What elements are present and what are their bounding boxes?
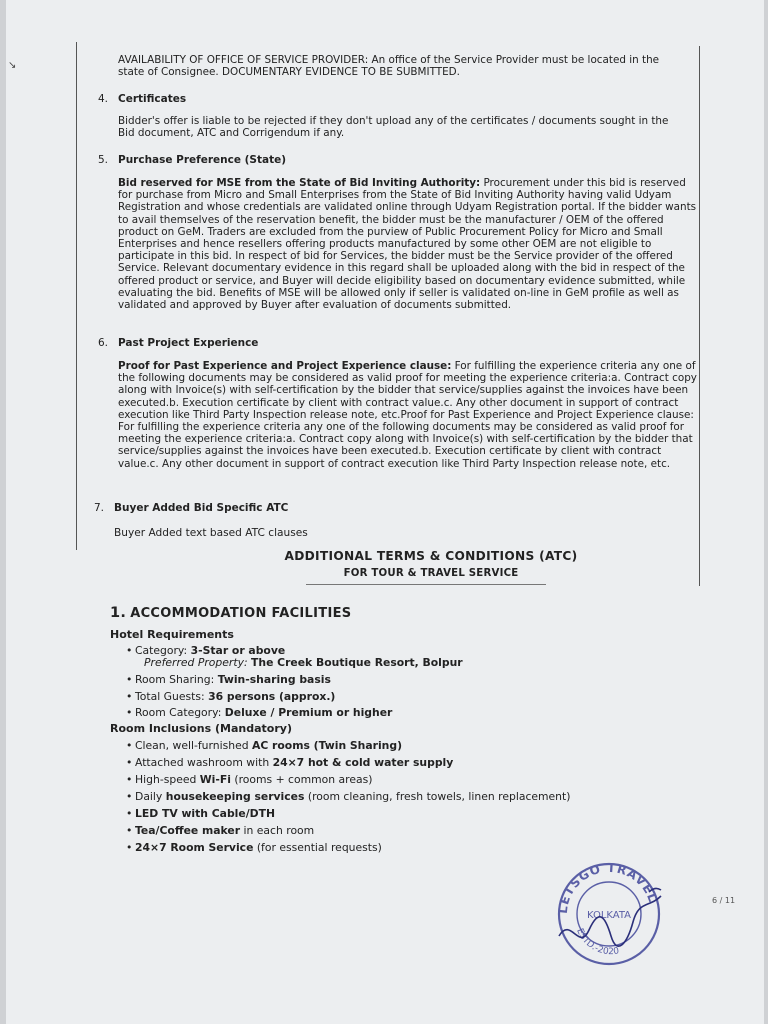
section-6-text: For fulfilling the experience criteria any one of the following documents may be considered as valid proof for meeting the experience criteria:a. Contract copy along with Invoice(s) with self-certification by the bidder that service/supplies against the invoices have been executed.b. Execution certificate by client with contract value.c. Any other document in support of contract execution like Third Party Inspection release note, etc.Proof for Past Experience and Project Experience clause: For fulfilling the experience criteria any one of the following documents may be considered as valid proof for meeting the experience criteria:a. Contract copy along with Invoice(s) with self-certification by the bidder that service/supplies against the invoices have been executed.b. Execution certificate by client with contract value.c. Any other document in support of contract execution like Third Party Inspection release note, etc.	[118, 360, 697, 470]
section-4-number: 4.	[98, 93, 109, 105]
item-bold: 24×7 Room Service	[135, 841, 254, 854]
item-text: (rooms + common areas)	[230, 773, 373, 786]
item-text: (for essential requests)	[253, 841, 382, 854]
section-6-body	[118, 360, 700, 470]
item-text: High-speed	[135, 773, 200, 786]
stamp-top-text: LETSGO TRAVEL	[555, 860, 661, 915]
item-value: 3-Star or above	[190, 644, 286, 657]
atc-divider	[306, 584, 546, 585]
section-5-title: Purchase Preference (State)	[118, 154, 287, 166]
item-bold: AC rooms (Twin Sharing)	[252, 739, 403, 752]
hotel-item-total-guests: • Total Guests: 36 persons (approx.)	[126, 690, 336, 703]
section-6-title: Past Project Experience	[118, 337, 259, 349]
section-5-number: 5.	[98, 154, 109, 166]
item-bold: Wi-Fi	[199, 773, 231, 786]
hotel-item-preferred-property	[144, 656, 463, 669]
section-4-title: Certificates	[118, 93, 187, 105]
atc-subtitle: FOR TOUR & TRAVEL SERVICE	[343, 568, 519, 579]
section-7-body: Buyer Added text based ATC clauses	[114, 527, 308, 539]
item-value: 36 persons (approx.)	[208, 690, 336, 703]
accommodation-title: ACCOMMODATION FACILITIES	[130, 606, 352, 621]
section-4-body: Bidder's offer is liable to be rejected if they don't upload any of the certificates / documents sought in the Bid document, ATC and Corrigendum if any.	[118, 115, 669, 140]
item-label: Room Category:	[135, 706, 225, 719]
item-text: (room cleaning, fresh towels, linen replacement)	[304, 790, 571, 803]
section-6-lead: Proof for Past Experience and Project Experience clause:	[118, 360, 452, 372]
inclusion-item: • Clean, well-furnished AC rooms (Twin Sharing)	[126, 739, 403, 752]
atc-title: ADDITIONAL TERMS & CONDITIONS (ATC)	[284, 549, 578, 563]
item-bold: Tea/Coffee maker	[135, 824, 241, 837]
hotel-item-category: • Category: 3-Star or above	[126, 644, 286, 657]
item-text: Daily	[135, 790, 166, 803]
item-label: Preferred Property:	[144, 656, 252, 669]
section-5-lead: Bid reserved for MSE from the State of Bid Inviting Authority:	[118, 177, 481, 189]
item-value: The Creek Boutique Resort, Bolpur	[251, 656, 463, 669]
section-6-number: 6.	[98, 337, 109, 349]
item-bold: LED TV with Cable/DTH	[135, 807, 276, 820]
accommodation-heading	[110, 605, 351, 621]
inclusion-item: • High-speed Wi-Fi (rooms + common areas)	[126, 773, 373, 786]
item-bold: 24×7 hot & cold water supply	[272, 756, 454, 769]
item-text: Attached washroom with	[135, 756, 273, 769]
hotel-item-room-category: • Room Category: Deluxe / Premium or higher	[126, 706, 393, 719]
inclusion-item: • LED TV with Cable/DTH	[126, 807, 276, 820]
item-value: Deluxe / Premium or higher	[224, 706, 393, 719]
stamp-estd: ESTD.-2020	[574, 927, 620, 958]
inclusion-item: • Tea/Coffee maker in each room	[126, 824, 315, 837]
item-label: Room Sharing:	[135, 673, 218, 686]
page-number: 6 / 11	[712, 896, 736, 905]
document-page	[6, 0, 764, 1024]
section-5-text: Procurement under this bid is reserved for purchase from Micro and Small Enterprises from the State of Bid Inviting Authority having valid Udyam Registration and whose credentials are validated online through Udyam Registration portal. If the bidder wants to avail themselves of the reservation benefit, the bidder must be the manufacturer / OEM of the offered product on GeM. Traders are excluded from the purview of Public Procurement Policy for Micro and Small Enterprises and hence resellers offering products manufactured by some other OEM are not eligible to participate in this bid. In respect of bid for Services, the bidder must be the Service provider of the offered Service. Relevant documentary evidence in this regard shall be uploaded along with the bid in respect of the offered product or service, and Buyer will decide eligibility based on documentary evidence submitted, while evaluating the bid. Benefits of MSE will be allowed only if seller is validated on-line in GeM profile as well as validated and approved by Buyer after evaluation of documents submitted.	[118, 177, 697, 312]
item-text: Clean, well-furnished	[135, 739, 253, 752]
availability-paragraph: AVAILABILITY OF OFFICE OF SERVICE PROVIDER: An office of the Service Provider must be located in the state of Consignee. DOCUMENTARY EVIDENCE TO BE SUBMITTED.	[118, 54, 660, 79]
stamp-city: KOLKATA	[586, 910, 632, 921]
hotel-requirements-heading: Hotel Requirements	[110, 628, 234, 641]
room-inclusions-heading: Room Inclusions (Mandatory)	[110, 722, 292, 735]
item-text: in each room	[240, 824, 315, 837]
inclusion-item: • 24×7 Room Service (for essential requests)	[126, 841, 382, 854]
inclusion-item: • Attached washroom with 24×7 hot & cold water supply	[126, 756, 454, 769]
company-stamp	[549, 856, 669, 968]
accommodation-number: 1.	[110, 605, 127, 621]
item-value: Twin-sharing basis	[217, 673, 331, 686]
hotel-item-room-sharing: • Room Sharing: Twin-sharing basis	[126, 673, 331, 686]
edge-mark: ↘	[8, 60, 17, 71]
item-label: Total Guests:	[135, 690, 209, 703]
item-label: Category:	[135, 644, 191, 657]
inclusion-item: • Daily housekeeping services (room cleaning, fresh towels, linen replacement)	[126, 790, 571, 803]
section-7-title: Buyer Added Bid Specific ATC	[114, 502, 289, 514]
item-bold: housekeeping services	[165, 790, 305, 803]
section-5-body	[118, 177, 698, 311]
section-7-number: 7.	[94, 502, 105, 514]
